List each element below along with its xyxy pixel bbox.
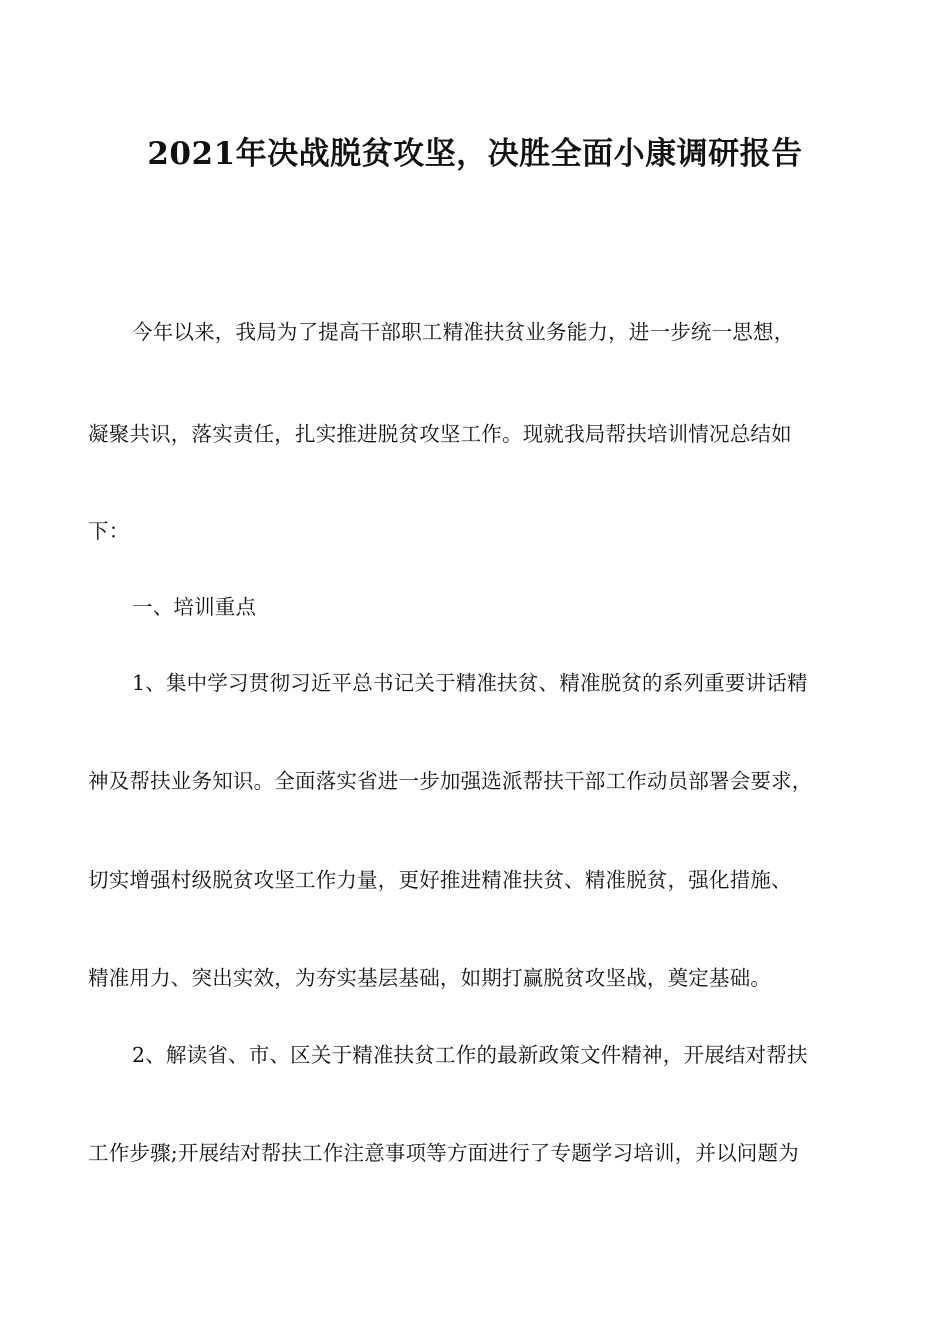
paragraph-line: 工作步骤;开展结对帮扶工作注意事项等方面进行了专题学习培训，并以问题为 <box>88 1141 799 1165</box>
paragraph-line: 1、集中学习贯彻习近平总书记关于精准扶贫、精准脱贫的系列重要讲话精 <box>132 671 808 695</box>
paragraph-line: 神及帮扶业务知识。全面落实省进一步加强选派帮扶干部工作动员部署会要求， <box>88 769 813 793</box>
paragraph-line: 凝聚共识，落实责任，扎实推进脱贫攻坚工作。现就我局帮扶培训情况总结如 <box>88 422 792 446</box>
paragraph-line: 下： <box>88 519 130 543</box>
paragraph-line: 切实增强村级脱贫攻坚工作力量，更好推进精准扶贫、精准脱贫，强化措施、 <box>88 868 792 892</box>
paragraph-line: 今年以来，我局为了提高干部职工精准扶贫业务能力，进一步统一思想， <box>132 320 795 344</box>
document-title: 2021年决战脱贫攻坚，决胜全面小康调研报告 <box>147 136 803 172</box>
section-heading: 一、培训重点 <box>132 595 257 619</box>
paragraph-line: 精准用力、突出实效，为夯实基层基础，如期打赢脱贫攻坚战，奠定基础。 <box>88 966 772 990</box>
paragraph-line: 2、解读省、市、区关于精准扶贫工作的最新政策文件精神，开展结对帮扶 <box>132 1043 808 1067</box>
